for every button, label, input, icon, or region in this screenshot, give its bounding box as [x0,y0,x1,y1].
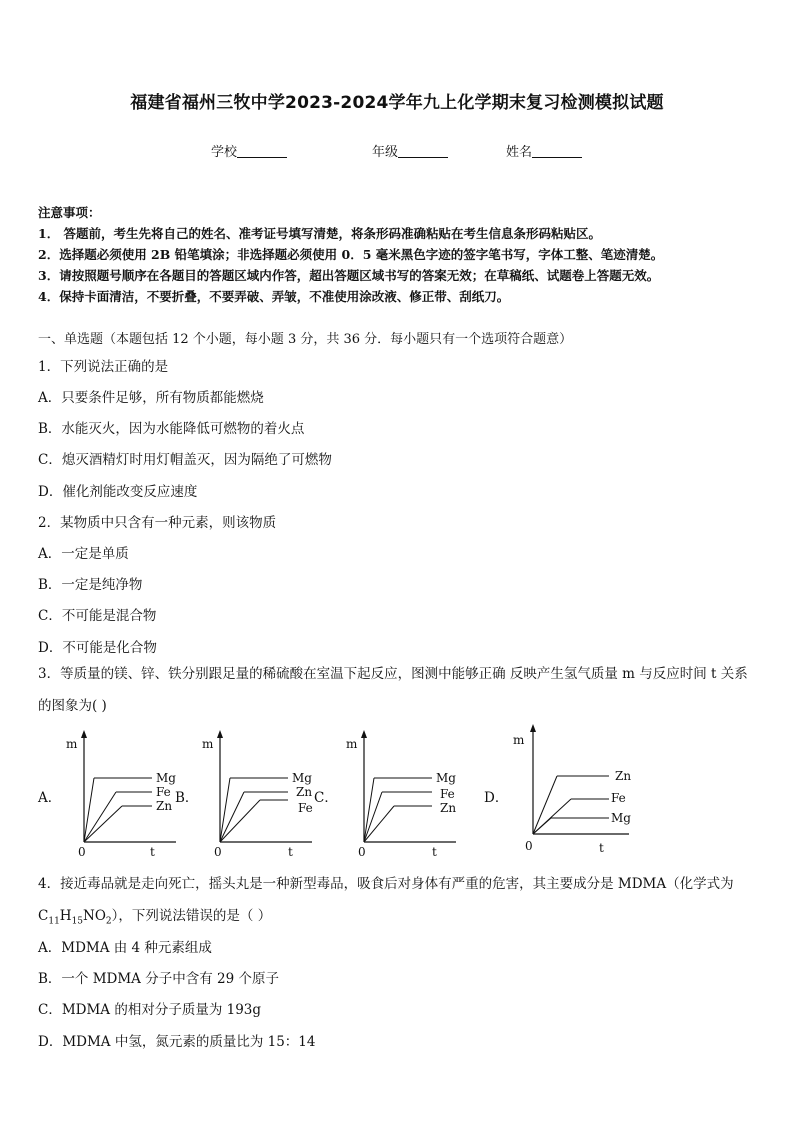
question-2-stem: 2．某物质中只含有一种元素，则该物质 [38,515,277,531]
page-title: 福建省福州三牧中学2023-2024学年九上化学期末复习检测模拟试题 [130,93,664,113]
option-c-label: C． [314,790,338,806]
question-4-option-a: A．MDMA 由 4 种元素组成 [38,940,212,956]
origin-label: 0 [525,839,533,853]
y-axis-arrow [81,730,87,738]
question-2-option-a: A．一定是单质 [38,546,129,562]
graph-b [194,730,324,864]
school-label: 学校 [211,145,238,160]
question-4-stem-text: 4．接近毒品就是走向死亡，摇头丸是一种新型毒品，吸食后对身体有严重的危害，其主要成分是 MDMA（化学式为 [38,876,734,892]
series-label: Zn [156,799,173,813]
series-label: Zn [296,785,313,799]
question-1-option-c: C．熄灭酒精灯时用灯帽盖灭，因为隔绝了可燃物 [38,452,332,468]
question-4-option-c: C．MDMA 的相对分子质量为 193g [38,1002,262,1018]
question-1-stem: 1．下列说法正确的是 [38,359,169,375]
x-axis-label: t [599,841,604,855]
question-4-stem [38,868,754,938]
question-4-option-d: D．MDMA 中氢，氮元素的质量比为 15：14 [38,1034,316,1050]
question-4-stem-tail: ，下列说法错误的是（ ） [118,908,272,924]
y-axis-arrow [530,724,536,732]
school-blank [237,144,287,158]
note-item: 3．请按照题号顺序在各题目的答题区域内作答，超出答题区域书写的答案无效；在草稿纸、试题卷上答题无效。 [38,268,660,283]
series-label: Mg [292,771,312,785]
series-label: Zn [615,769,632,783]
y-axis-label: m [346,737,358,751]
series-label: Fe [440,787,455,801]
question-1-option-d: D．催化剂能改变反应速度 [38,484,198,500]
x-axis-label: t [432,845,437,859]
notes-heading: 注意事项： [38,205,101,220]
note-item: 2．选择题必须使用 2B 铅笔填涂；非选择题必须使用 0．5 毫米黑色字迹的签字笔书写，字体工整、笔迹清楚。 [38,247,664,262]
series-label: Fe [611,791,626,805]
origin-label: 0 [78,845,86,859]
grade-label: 年级 [372,145,399,160]
curve-zn [533,776,557,834]
question-1-option-a: A．只要条件足够，所有物质都能燃烧 [38,390,264,406]
option-b-label: B． [175,790,199,806]
name-field [506,141,582,160]
y-axis-label: m [66,737,78,751]
question-3-stem: 3．等质量的镁、锌、铁分别跟足量的稀硫酸在室温下起反应，图测中能够正确 反映产生氢气质量 m 与反应时间 t 关系的图象为( ) [38,666,748,714]
series-label: Fe [298,801,313,815]
note-item: 1． 答题前，考生先将自己的姓名、准考证号填写清楚，将条形码准确粘贴在考生信息条形码粘贴区。 [38,226,602,241]
x-axis-label: t [288,845,293,859]
x-axis-label: t [150,845,155,859]
note-item: 4．保持卡面清洁，不要折叠，不要弄破、弄皱，不准使用涂改液、修正带、刮纸刀。 [38,289,510,304]
question-2-option-c: C．不可能是混合物 [38,608,157,624]
option-a-label: A． [38,790,62,806]
section-heading: 一、单选题（本题包括 12 个小题，每小题 3 分，共 36 分．每小题只有一个选项符合题意） [38,332,573,347]
origin-label: 0 [214,845,222,859]
school-field [211,141,287,160]
grade-field [372,141,448,160]
curve-mg [533,818,551,834]
y-axis-label: m [202,737,214,751]
series-label: Mg [611,811,631,825]
y-axis-arrow [361,730,367,738]
option-d-label: D． [484,790,509,806]
series-label: Fe [156,785,171,799]
name-blank [532,144,582,158]
y-axis-label: m [513,733,525,747]
curve-mg [84,778,94,842]
graph-c [338,730,468,864]
graph-d [505,724,645,860]
series-label: Mg [156,771,176,785]
question-4-option-b: B．一个 MDMA 分子中含有 29 个原子 [38,971,279,987]
name-label: 姓名 [506,145,533,160]
question-1-option-b: B．水能灭火，因为水能降低可燃物的着火点 [38,421,305,437]
question-2-option-b: B．一定是纯净物 [38,577,143,593]
series-label: Mg [436,771,456,785]
y-axis-arrow [217,730,223,738]
formula: $C_{11}H_{15}NO_2$） [38,908,119,927]
question-2-option-d: D．不可能是化合物 [38,640,157,656]
curve-fe [84,792,116,842]
curve-fe [364,792,382,842]
grade-blank [398,144,448,158]
series-label: Zn [440,801,457,815]
origin-label: 0 [358,845,366,859]
graph-a [58,730,188,864]
